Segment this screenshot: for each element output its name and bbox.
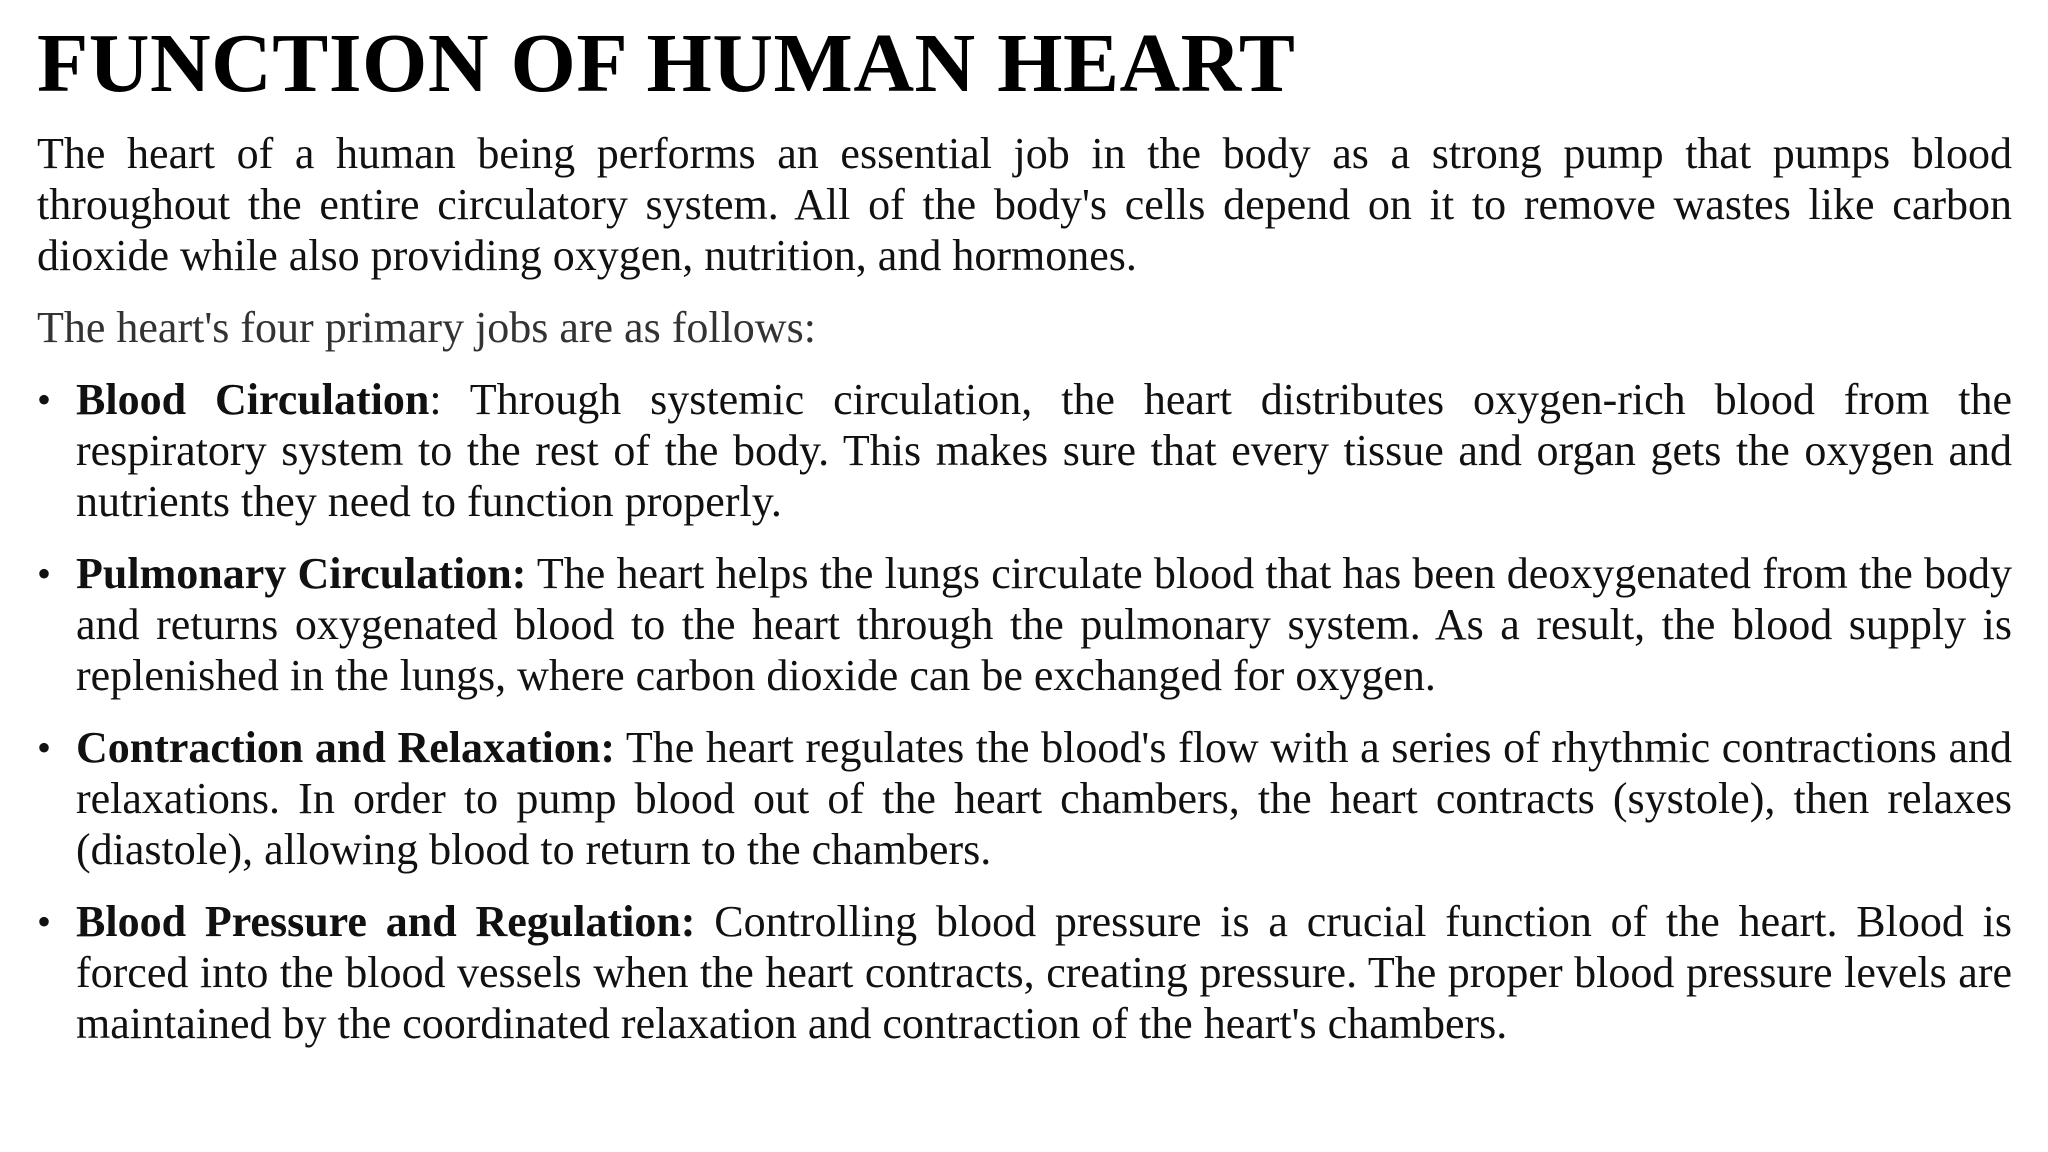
bullet-term: Blood Circulation xyxy=(76,375,430,424)
list-item-contraction-relaxation xyxy=(37,722,2012,875)
bullet-text: The heart helps the lungs circulate blood that has been deoxygenated from the body and returns oxygenated blood to the heart through the pulmonary system. As a result, the blood supply is replenished in the lungs, where carbon dioxide can be exchanged for oxygen. xyxy=(76,549,2012,700)
intro-paragraph: The heart of a human being performs an essential job in the body as a strong pump that pumps blood throughout the entire circulatory system. All of the body's cells depend on it to remove wastes like carbon dioxide while also providing oxygen, nutrition, and hormones. xyxy=(37,129,2012,280)
bullet-separator: : xyxy=(429,375,442,424)
bullet-text: Controlling blood pressure is a crucial function of the heart. Blood is forced into the blood vessels when the heart contracts, creating pressure. The proper blood pressure levels are maintained by the coordinated relaxation and contraction of the heart's chambers. xyxy=(76,897,2012,1048)
bullet-icon: • xyxy=(37,899,52,944)
lead-sentence: The heart's four primary jobs are as follows: xyxy=(37,303,816,352)
function-list xyxy=(37,374,2012,1049)
bullet-text: Through systemic circulation, the heart distributes oxygen-rich blood from the respiratory system to the rest of the body. This makes sure that every tissue and organ gets the oxygen and nutrients they need to function properly. xyxy=(76,375,2012,526)
bullet-term: Blood Pressure and Regulation: xyxy=(76,897,696,946)
bullet-icon: • xyxy=(37,725,52,770)
page-title: FUNCTION OF HUMAN HEART xyxy=(37,17,1296,110)
bullet-term: Pulmonary Circulation: xyxy=(76,549,527,598)
list-item-blood-pressure xyxy=(37,896,2012,1049)
bullet-icon: • xyxy=(37,377,52,422)
list-item-blood-circulation xyxy=(37,374,2012,527)
bullet-term: Contraction and Relaxation: xyxy=(76,723,615,772)
bullet-icon: • xyxy=(37,551,52,596)
slide xyxy=(37,0,2012,1070)
bullet-text: The heart regulates the blood's flow with a series of rhythmic contractions and relaxations. In order to pump blood out of the heart chambers, the heart contracts (systole), then relaxes (diastole), allowing blood to return to the chambers. xyxy=(76,723,2012,874)
list-item-pulmonary-circulation xyxy=(37,548,2012,701)
